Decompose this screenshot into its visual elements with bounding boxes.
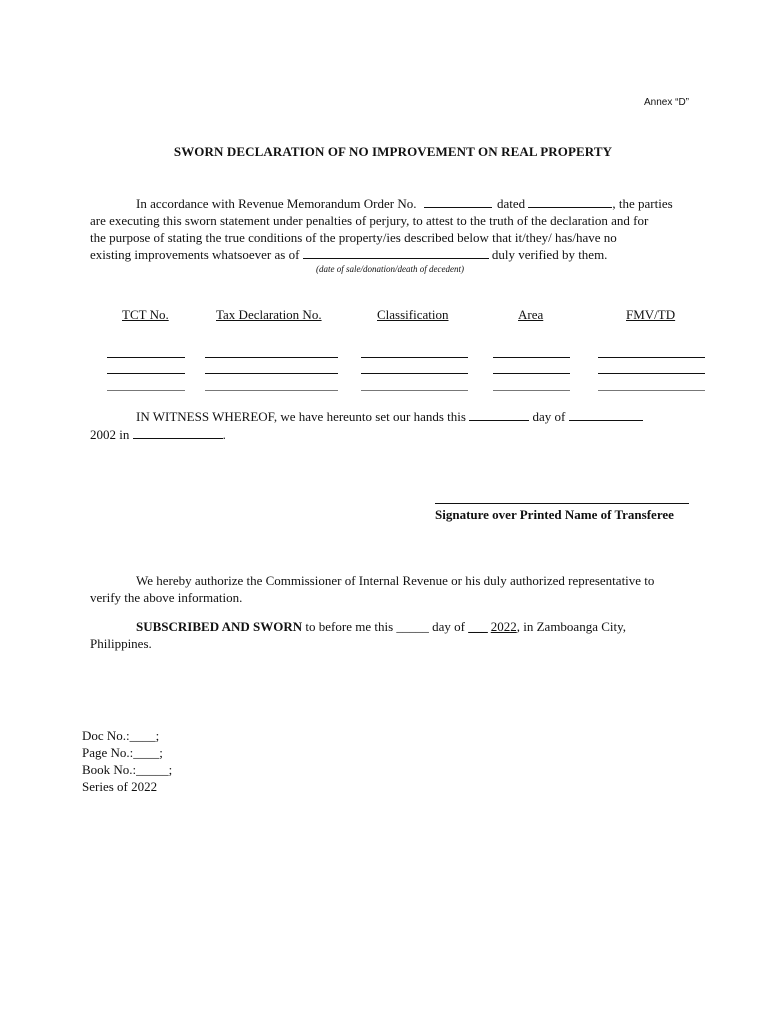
sworn-text-b: day of [428, 619, 469, 634]
intro-line-4 [90, 246, 694, 263]
blank-class-row-2[interactable] [361, 373, 468, 374]
witness-year-in: 2002 in [90, 427, 130, 442]
sworn-line-1 [90, 618, 694, 635]
rmo-number-blank[interactable] [424, 195, 492, 208]
as-of-date-blank[interactable] [303, 246, 489, 259]
header-area: Area [518, 307, 544, 322]
blank-fmv-row-1[interactable] [598, 357, 705, 358]
sworn-line-2: Philippines. [90, 636, 152, 651]
header-classification: Classification [377, 307, 449, 322]
date-note: (date of sale/donation/death of decedent) [316, 264, 464, 274]
blank-class-row-1[interactable] [361, 357, 468, 358]
dated-blank[interactable] [528, 195, 612, 208]
doc-no: Doc No.:____; [82, 728, 160, 743]
intro-text-rmo: In accordance with Revenue Memorandum Order No. [136, 196, 417, 211]
sworn-year: 2022 [490, 619, 517, 634]
authorize-line-2: verify the above information. [90, 590, 243, 605]
intro-text-dated: dated [496, 196, 526, 211]
blank-tct-row-1[interactable] [107, 357, 185, 358]
authorize-line-1 [90, 572, 694, 589]
series: Series of 2022 [82, 779, 158, 794]
authorize-text-1: We hereby authorize the Commissioner of Internal Revenue or his duly authorized representative to [136, 573, 655, 588]
blank-fmv-row-2[interactable] [598, 373, 705, 374]
document-title: SWORN DECLARATION OF NO IMPROVEMENT ON REAL PROPERTY [173, 144, 613, 159]
header-tct-no: TCT No. [122, 307, 169, 322]
intro-line-2: are executing this sworn statement under penalties of perjury, to attest to the truth of the declaration and for [90, 213, 649, 228]
blank-taxdec-row-2[interactable] [205, 373, 338, 374]
witness-line-2 [90, 426, 694, 443]
sworn-day-blank[interactable]: _____ [396, 619, 429, 634]
blank-area-row-3[interactable] [493, 390, 570, 391]
intro-text-as-of: existing improvements whatsoever as of [90, 247, 300, 262]
blank-fmv-row-3[interactable] [598, 390, 705, 391]
witness-month-blank[interactable] [569, 408, 643, 421]
header-tax-declaration-no: Tax Declaration No. [216, 307, 322, 322]
witness-period: . [222, 427, 226, 442]
signature-line[interactable] [435, 503, 689, 504]
sworn-bold: SUBSCRIBED AND SWORN [136, 619, 303, 634]
intro-line-3: the purpose of stating the true conditions of the property/ies described below that it/they/ has/have no [90, 230, 617, 245]
blank-area-row-1[interactable] [493, 357, 570, 358]
header-fmv-td: FMV/TD [626, 307, 676, 322]
book-no: Book No.:_____; [82, 762, 173, 777]
intro-text-verified: duly verified by them. [491, 247, 608, 262]
witness-day-blank[interactable] [469, 408, 529, 421]
intro-text-parties: , the parties [612, 196, 673, 211]
page-no: Page No.:____; [82, 745, 163, 760]
annex-label: Annex “D” [644, 97, 690, 108]
sworn-text-c: , in Zamboanga City, [516, 619, 627, 634]
witness-line-1 [90, 408, 694, 425]
witness-place-blank[interactable] [133, 426, 223, 439]
signature-label: Signature over Printed Name of Transferee [435, 507, 674, 522]
blank-area-row-2[interactable] [493, 373, 570, 374]
blank-taxdec-row-3[interactable] [205, 390, 338, 391]
blank-tct-row-2[interactable] [107, 373, 185, 374]
blank-class-row-3[interactable] [361, 390, 468, 391]
blank-tct-row-3[interactable] [107, 390, 185, 391]
blank-taxdec-row-1[interactable] [205, 357, 338, 358]
intro-line-1 [90, 195, 694, 212]
witness-text: IN WITNESS WHEREOF, we have hereunto set our hands this [136, 409, 466, 424]
witness-day-of: day of [532, 409, 566, 424]
sworn-text-a: to before me this [302, 619, 397, 634]
sworn-month-blank[interactable]: ___ [468, 619, 488, 634]
